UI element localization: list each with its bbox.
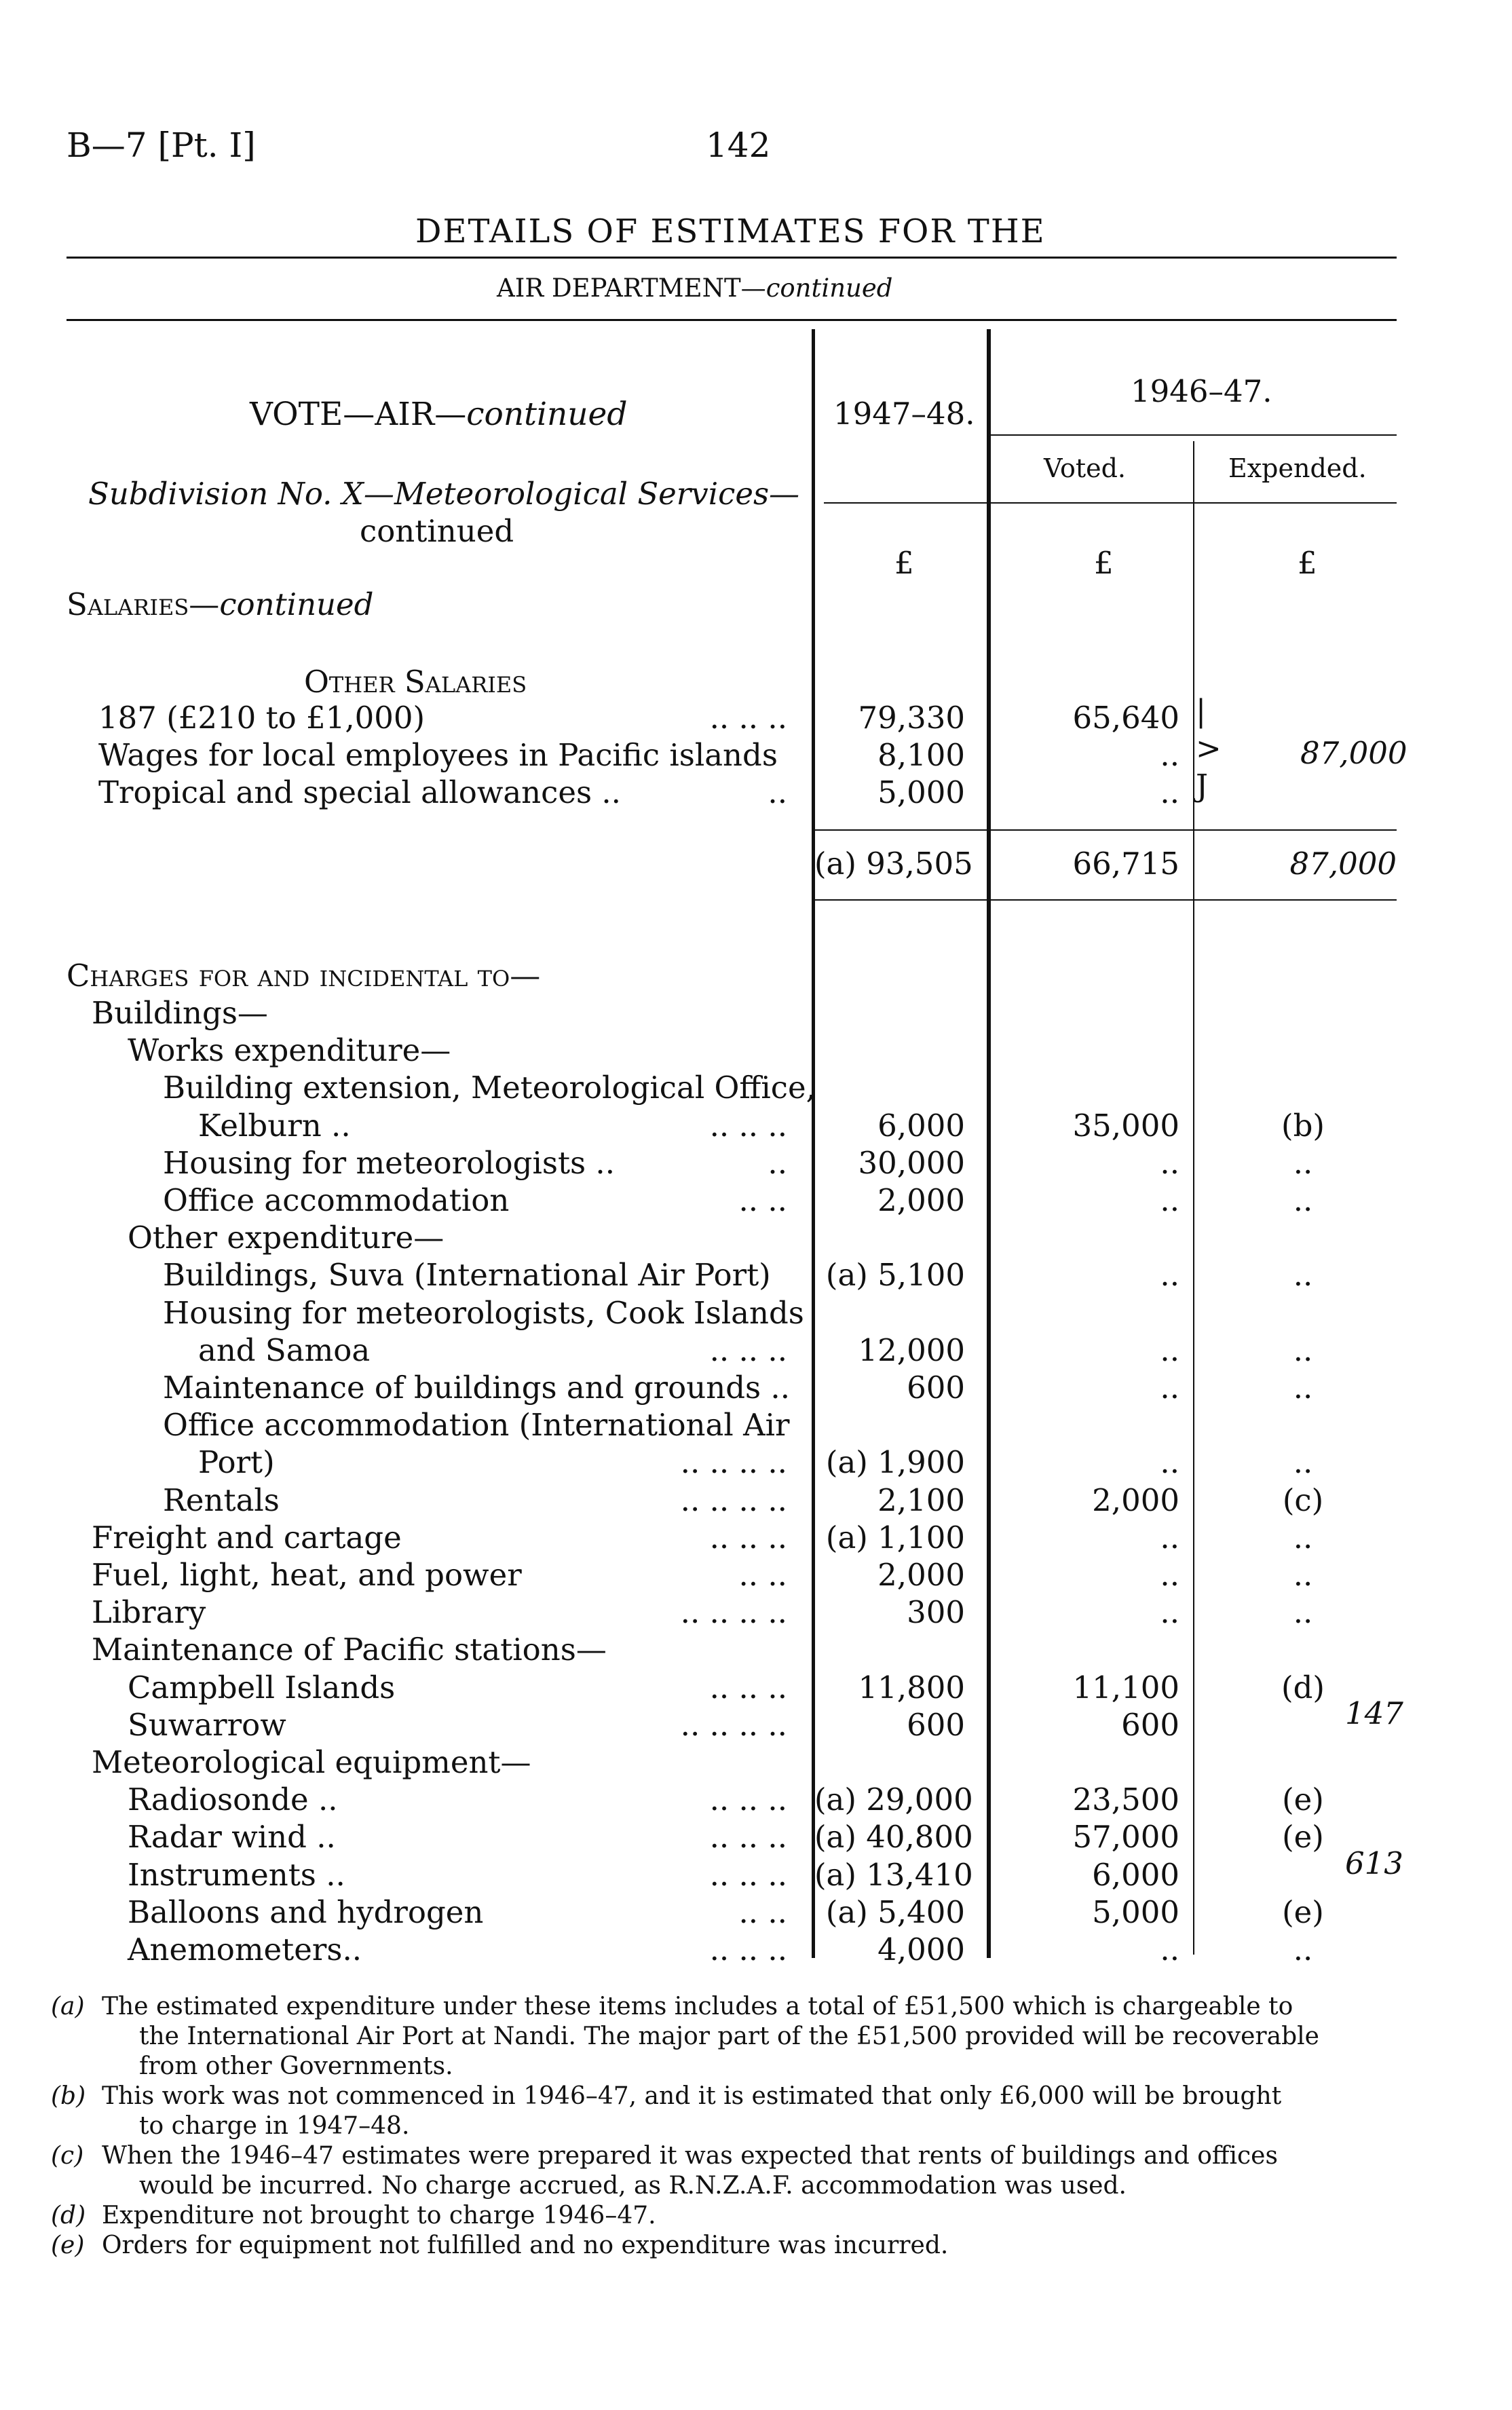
charge-row-label: Housing for meteorologists, Cook Islands	[163, 1294, 804, 1331]
charge-row-voted: 35,000	[1072, 1107, 1179, 1144]
salaries-total-expended: 87,000	[1289, 846, 1397, 882]
subtotal-rule-bottom	[815, 899, 1397, 901]
footnote-mark: (c)	[51, 2142, 84, 2170]
charge-row-dots: .. ..	[738, 1182, 787, 1218]
charge-row-label: and Samoa	[198, 1332, 371, 1368]
charge-row-voted: ..	[1160, 1370, 1179, 1406]
footnote-mark: (e)	[51, 2232, 85, 2259]
charge-row-1947: (a) 1,900	[825, 1444, 965, 1481]
charge-row-dots: .. .. ..	[709, 1856, 787, 1893]
charge-row-label: Housing for meteorologists ..	[163, 1144, 616, 1181]
charge-row-voted: ..	[1160, 1144, 1179, 1181]
charge-row-1947: 600	[907, 1706, 965, 1743]
charge-row-1947: 300	[907, 1594, 965, 1631]
charge-row-label: Rentals	[163, 1482, 280, 1518]
charge-row-expended: ..	[1293, 1519, 1313, 1556]
salary-row-voted: 65,640	[1072, 700, 1179, 736]
salary-row-label: 187 (£210 to £1,000)	[98, 700, 426, 736]
charge-row-1947: (a) 5,400	[825, 1894, 965, 1930]
title-rule	[67, 257, 1397, 259]
footnote-text: When the 1946–47 estimates were prepared it was expected that rents of buildings and offices	[102, 2142, 1278, 2170]
pound-sign-expended: £	[1298, 545, 1317, 581]
charge-row-label: Office accommodation	[163, 1182, 510, 1218]
other-salaries-heading: Other Salaries	[304, 664, 527, 700]
charge-row-1947: (a) 40,800	[814, 1819, 973, 1856]
charge-row-label: Meteorological equipment—	[92, 1744, 531, 1780]
charge-row-label: Works expenditure—	[128, 1032, 451, 1069]
salary-row-voted: ..	[1160, 737, 1179, 773]
charge-row-expended: (e)	[1282, 1819, 1324, 1856]
charge-row-label: Radar wind ..	[128, 1819, 336, 1856]
charge-row-label: Anemometers..	[128, 1932, 362, 1967]
column-header-1947: 1947–48.	[833, 396, 975, 432]
subtotal-rule-top	[815, 829, 1397, 831]
charge-row-voted: 6,000	[1092, 1856, 1179, 1893]
charge-row-label: Office accommodation (International Air	[163, 1407, 790, 1444]
charge-row-voted: ..	[1160, 1932, 1179, 1967]
column-header-1946: 1946–47.	[1131, 373, 1272, 409]
charge-row-dots: .. ..	[738, 1894, 787, 1930]
charge-row-voted: ..	[1160, 1557, 1179, 1593]
salaries-heading: Salaries—continued	[67, 586, 374, 622]
charge-row-expended: (b)	[1281, 1107, 1325, 1144]
charge-row-label: Radiosonde ..	[128, 1782, 338, 1818]
charge-row-label: Library	[92, 1594, 206, 1631]
vote-heading: VOTE—AIR—continued	[250, 396, 628, 433]
charge-row-dots: .. .. ..	[709, 1819, 787, 1856]
charge-row-voted: ..	[1160, 1444, 1179, 1481]
column-rule-2	[987, 329, 991, 1958]
charge-row-expended: (c)	[1282, 1482, 1324, 1518]
charge-row-label: Instruments ..	[128, 1856, 345, 1893]
subdivision-heading: Subdivision No. X—Meteorological Services—	[88, 476, 800, 512]
column-header-expended: Expended.	[1228, 453, 1367, 483]
charge-row-1947: 2,000	[877, 1182, 965, 1218]
charge-row-expended: ..	[1293, 1332, 1313, 1368]
charge-row-voted: 11,100	[1072, 1669, 1179, 1706]
charge-row-label: Other expenditure—	[128, 1220, 445, 1256]
charge-row-1947: 30,000	[858, 1144, 965, 1181]
page-number: 142	[706, 126, 771, 165]
charge-row-1947: (a) 29,000	[814, 1782, 973, 1818]
footnote-text: Orders for equipment not fulfilled and no expenditure was incurred.	[102, 2232, 949, 2259]
charge-row-dots: ..	[768, 1144, 787, 1181]
salaries-total-voted: 66,715	[1072, 846, 1179, 882]
charge-row-label: Fuel, light, heat, and power	[92, 1557, 522, 1593]
side-total-613: 613	[1345, 1845, 1403, 1881]
charge-row-expended: (d)	[1281, 1669, 1325, 1706]
charge-row-voted: 23,500	[1072, 1782, 1179, 1818]
charge-row-1947: 11,800	[858, 1669, 965, 1706]
footnote-mark: (b)	[51, 2082, 86, 2110]
footnote-continuation: the International Air Port at Nandi. The major part of the £51,500 provided will be recoverable	[139, 2022, 1319, 2050]
footnote-continuation: would be incurred. No charge accrued, as R.N.Z.A.F. accommodation was used.	[139, 2172, 1127, 2200]
charge-row-1947: 2,000	[877, 1557, 965, 1593]
pound-sign-voted: £	[1094, 545, 1114, 581]
document-reference: B—7 [Pt. I]	[67, 126, 256, 165]
charge-row-expended: ..	[1293, 1932, 1313, 1967]
charge-row-dots: .. .. .. ..	[680, 1594, 787, 1631]
charge-row-expended: (e)	[1282, 1782, 1324, 1818]
charge-row-1947: 12,000	[858, 1332, 965, 1368]
salary-row-label: Wages for local employees in Pacific islands	[98, 737, 778, 773]
charge-row-voted: ..	[1160, 1519, 1179, 1556]
charges-heading: Charges for and incidental to—	[67, 958, 541, 994]
footnote-mark: (d)	[51, 2202, 86, 2229]
charge-row-expended: ..	[1293, 1370, 1313, 1406]
charge-row-1947: 600	[907, 1370, 965, 1406]
salary-row-1947: 8,100	[877, 737, 965, 773]
charge-row-1947: 2,100	[877, 1482, 965, 1518]
charge-row-dots: .. .. .. ..	[680, 1706, 787, 1743]
charge-row-voted: ..	[1160, 1332, 1179, 1368]
charge-row-label: Balloons and hydrogen	[128, 1894, 484, 1930]
charge-row-label: Port)	[198, 1444, 275, 1481]
charge-row-expended: ..	[1293, 1182, 1313, 1218]
charge-row-1947: (a) 5,100	[825, 1257, 965, 1294]
charge-row-1947: (a) 1,100	[825, 1519, 965, 1556]
salary-row-dots: ..	[768, 774, 787, 810]
salary-row-1947: 79,330	[858, 700, 965, 736]
charge-row-expended: ..	[1293, 1257, 1313, 1294]
charge-row-expended: (e)	[1282, 1894, 1324, 1930]
footnote-text: This work was not commenced in 1946–47, and it is estimated that only £6,000 will be brought	[102, 2082, 1282, 2110]
column-header-voted: Voted.	[1044, 453, 1126, 483]
charge-row-label: Maintenance of Pacific stations—	[92, 1632, 607, 1668]
subdivision-continued: continued	[360, 513, 514, 549]
charge-row-1947: 4,000	[877, 1932, 965, 1967]
charge-row-expended: ..	[1293, 1594, 1313, 1631]
salaries-total-1947: (a) 93,505	[814, 846, 973, 882]
salary-row-voted: ..	[1160, 774, 1179, 810]
charge-row-expended: ..	[1293, 1557, 1313, 1593]
charge-row-label: Buildings, Suva (International Air Port)	[163, 1257, 771, 1294]
footnote-text: The estimated expenditure under these items includes a total of £51,500 which is chargeable to	[102, 1993, 1293, 2020]
charge-row-voted: 2,000	[1092, 1482, 1179, 1518]
side-total-147: 147	[1345, 1695, 1403, 1731]
salary-row-dots: .. .. ..	[709, 700, 787, 736]
year2-underline	[991, 434, 1397, 436]
footnote-text: Expenditure not brought to charge 1946–47.	[102, 2202, 656, 2229]
charge-row-dots: .. .. ..	[709, 1782, 787, 1818]
footnote-continuation: to charge in 1947–48.	[139, 2112, 410, 2140]
charge-row-voted: 5,000	[1092, 1894, 1179, 1930]
charge-row-label: Campbell Islands	[128, 1669, 396, 1706]
charge-row-label: Kelburn ..	[198, 1107, 351, 1144]
charge-row-voted: 600	[1121, 1706, 1179, 1743]
charge-row-voted: ..	[1160, 1594, 1179, 1631]
charge-row-expended: ..	[1293, 1144, 1313, 1181]
column-rule-3	[1193, 441, 1194, 1955]
charge-row-1947: 6,000	[877, 1107, 965, 1144]
charge-row-dots: .. .. ..	[709, 1107, 787, 1144]
salary-row-1947: 5,000	[877, 774, 965, 810]
charge-row-dots: .. .. ..	[709, 1932, 787, 1967]
charge-row-dots: .. .. .. ..	[680, 1444, 787, 1481]
charge-row-dots: .. .. ..	[709, 1519, 787, 1556]
bracket-expended-value: 87,000	[1300, 735, 1407, 771]
charge-row-expended: ..	[1293, 1444, 1313, 1481]
header-underline	[824, 502, 1397, 504]
charge-row-label: Buildings—	[92, 995, 268, 1031]
charge-row-dots: .. .. ..	[709, 1332, 787, 1368]
charge-row-label: Building extension, Meteorological Office,	[163, 1070, 816, 1106]
charge-row-label: Maintenance of buildings and grounds ..	[163, 1370, 791, 1406]
page-title: DETAILS OF ESTIMATES FOR THE	[415, 212, 1046, 250]
charge-row-label: Freight and cartage	[92, 1519, 402, 1556]
charge-row-dots: .. .. .. ..	[680, 1482, 787, 1518]
charge-row-dots: .. .. ..	[709, 1669, 787, 1706]
footnote-continuation: from other Governments.	[139, 2052, 453, 2080]
bracket: | > J	[1196, 693, 1222, 804]
footnote-mark: (a)	[51, 1993, 85, 2020]
charge-row-voted: ..	[1160, 1182, 1179, 1218]
subtitle-rule	[67, 319, 1397, 321]
pound-sign-1947: £	[894, 545, 914, 581]
charge-row-voted: 57,000	[1072, 1819, 1179, 1856]
charge-row-label: Suwarrow	[128, 1706, 286, 1743]
charge-row-voted: ..	[1160, 1257, 1179, 1294]
salary-row-label: Tropical and special allowances ..	[98, 774, 621, 810]
charge-row-1947: (a) 13,410	[814, 1856, 973, 1893]
charge-row-dots: .. ..	[738, 1557, 787, 1593]
page-subtitle: AIR DEPARTMENT—continued	[497, 274, 893, 303]
